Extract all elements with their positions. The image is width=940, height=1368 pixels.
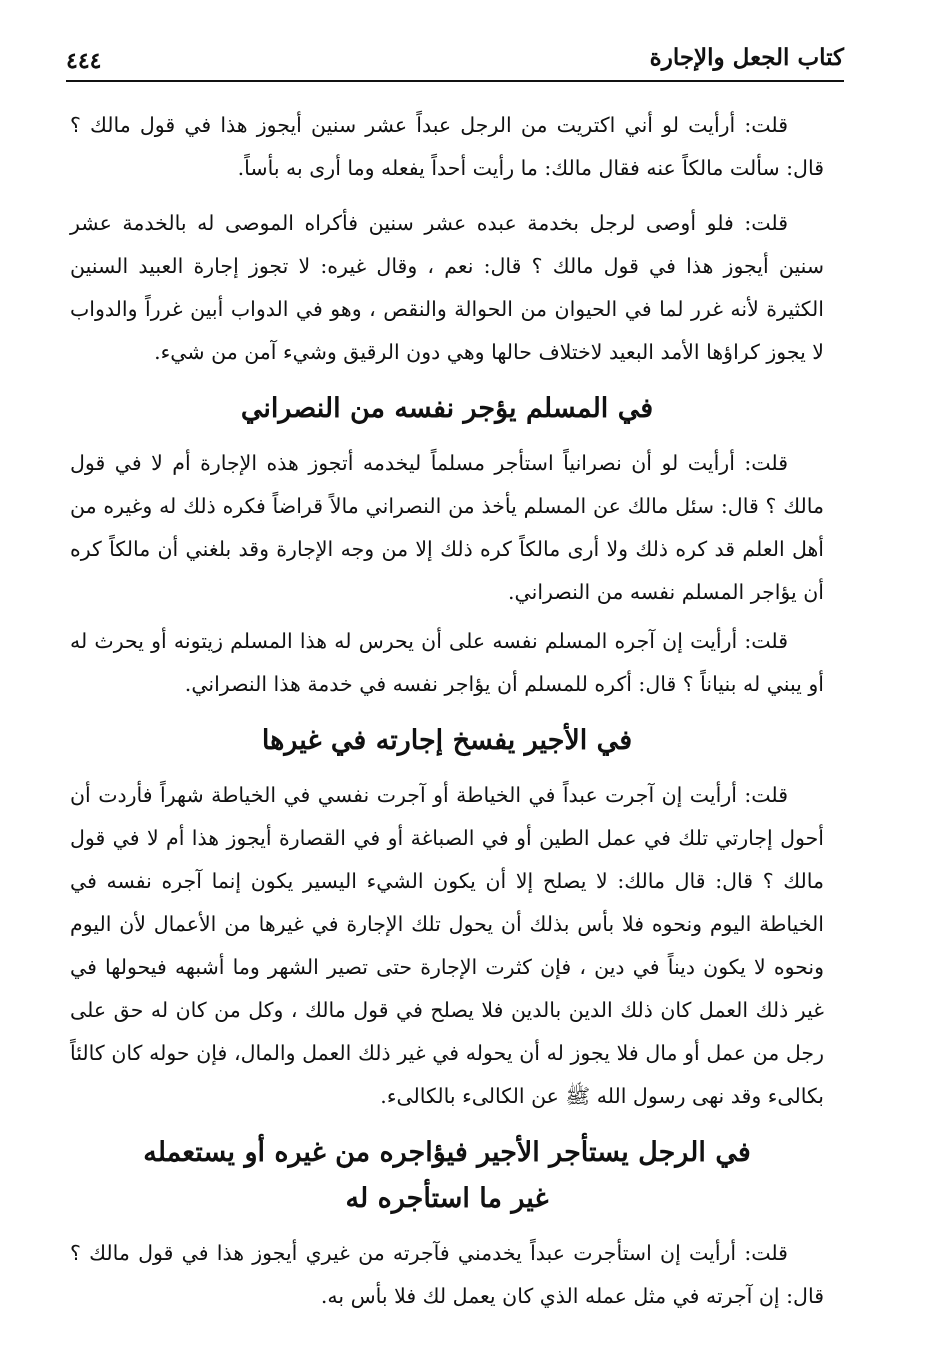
section-heading-line: في الرجل يستأجر الأجير فيؤاجره من غيره أو يستعمله (143, 1137, 751, 1168)
paragraph: قلت: أرأيت إن آجرت عبداً في الخياطة أو آجرت نفسي في الخياطة شهراً فأردت أن أحول إجارتي تلك في عمل الطين أو في الصباغة أو في القصارة أيجوز هذا أم لا في قول مالك ؟ قال: قال مالك: لا يصلح إلا أن يكون الشيء اليسير يكون إنما آجره نفسه في الخياطة اليوم ونحوه فلا بأس بذلك أن يحول تلك الإجارة في غيرها من الأعمال لأن اليوم ونحوه لا يكون ديناً في دين ، فإن كثرت الإجارة حتى تصير الشهر وما أشبهه فيحولها في غير ذلك العمل كان ذلك الدين بالدين فلا يصلح في قول مالك ، وكل من كان له حق على رجل من عمل أو مال فلا يجوز له أن يحوله في غير ذلك العمل والمال، فإن حوله كان كالئاً بكالىء وقد نهى رسول الله ﷺ عن الكالىء بالكالىء. (70, 783, 824, 1108)
paragraph: قلت: أرأيت لو أني اكتريت من الرجل عبداً عشر سنين أيجوز هذا في قول مالك ؟ قال: سألت مالكاً عنه فقال مالك: ما رأيت أحداً يفعله وما أرى به بأساً. (70, 113, 824, 180)
section-heading (70, 386, 824, 432)
section-heading (70, 718, 824, 764)
running-header (66, 40, 844, 82)
paragraph: قلت: أرأيت لو أن نصرانياً استأجر مسلماً ليخدمه أتجوز هذه الإجارة أم لا في قول مالك ؟ قال: سئل مالك عن المسلم يأخذ من النصراني مالاً قراضاً فكره ذلك له وغيره من أهل العلم قد كره ذلك ولا أرى مالكاً كره ذلك إلا من وجه الإجارة وقد بلغني أن مالكاً كره أن يؤاجر المسلم نفسه من النصراني. (70, 451, 824, 604)
paragraph: قلت: أرأيت إن آجره المسلم نفسه على أن يحرس له هذا المسلم زيتونه أو يحرث له أو يبني له بنياناً ؟ قال: أكره للمسلم أن يؤاجر نفسه في خدمة هذا النصراني. (70, 629, 824, 696)
page-body (70, 104, 824, 1330)
paragraph: قلت: فلو أوصى لرجل بخدمة عبده عشر سنين فأكراه الموصى له بالخدمة عشر سنين أيجوز هذا في قول مالك ؟ قال: نعم ، وقال غيره: لا تجوز إجارة العبيد السنين الكثيرة لأنه غرر لما في الحيوان من الحوالة والنقص ، وهو في الدواب أبين غرراً والدواب لا يجوز كراؤها الأمد البعيد لاختلاف حالها وهي دون الرقيق وشيء آمن من شيء. (70, 211, 824, 364)
section-heading-line: غير ما استأجره له (345, 1183, 549, 1214)
section-heading-line: في المسلم يؤجر نفسه من النصراني (240, 393, 654, 424)
paragraph: قلت: أرأيت إن استأجرت عبداً يخدمني فآجرته من غيري أيجوز هذا في قول مالك ؟ قال: إن آجرته في مثل عمله الذي كان يعمل لك فلا بأس به. (70, 1241, 824, 1308)
section-heading (70, 1130, 824, 1222)
section-heading-line: في الأجير يفسخ إجارته في غيرها (261, 725, 633, 756)
page-number: ٤٤٤ (66, 48, 102, 74)
running-title: كتاب الجعل والإجارة (649, 44, 844, 71)
